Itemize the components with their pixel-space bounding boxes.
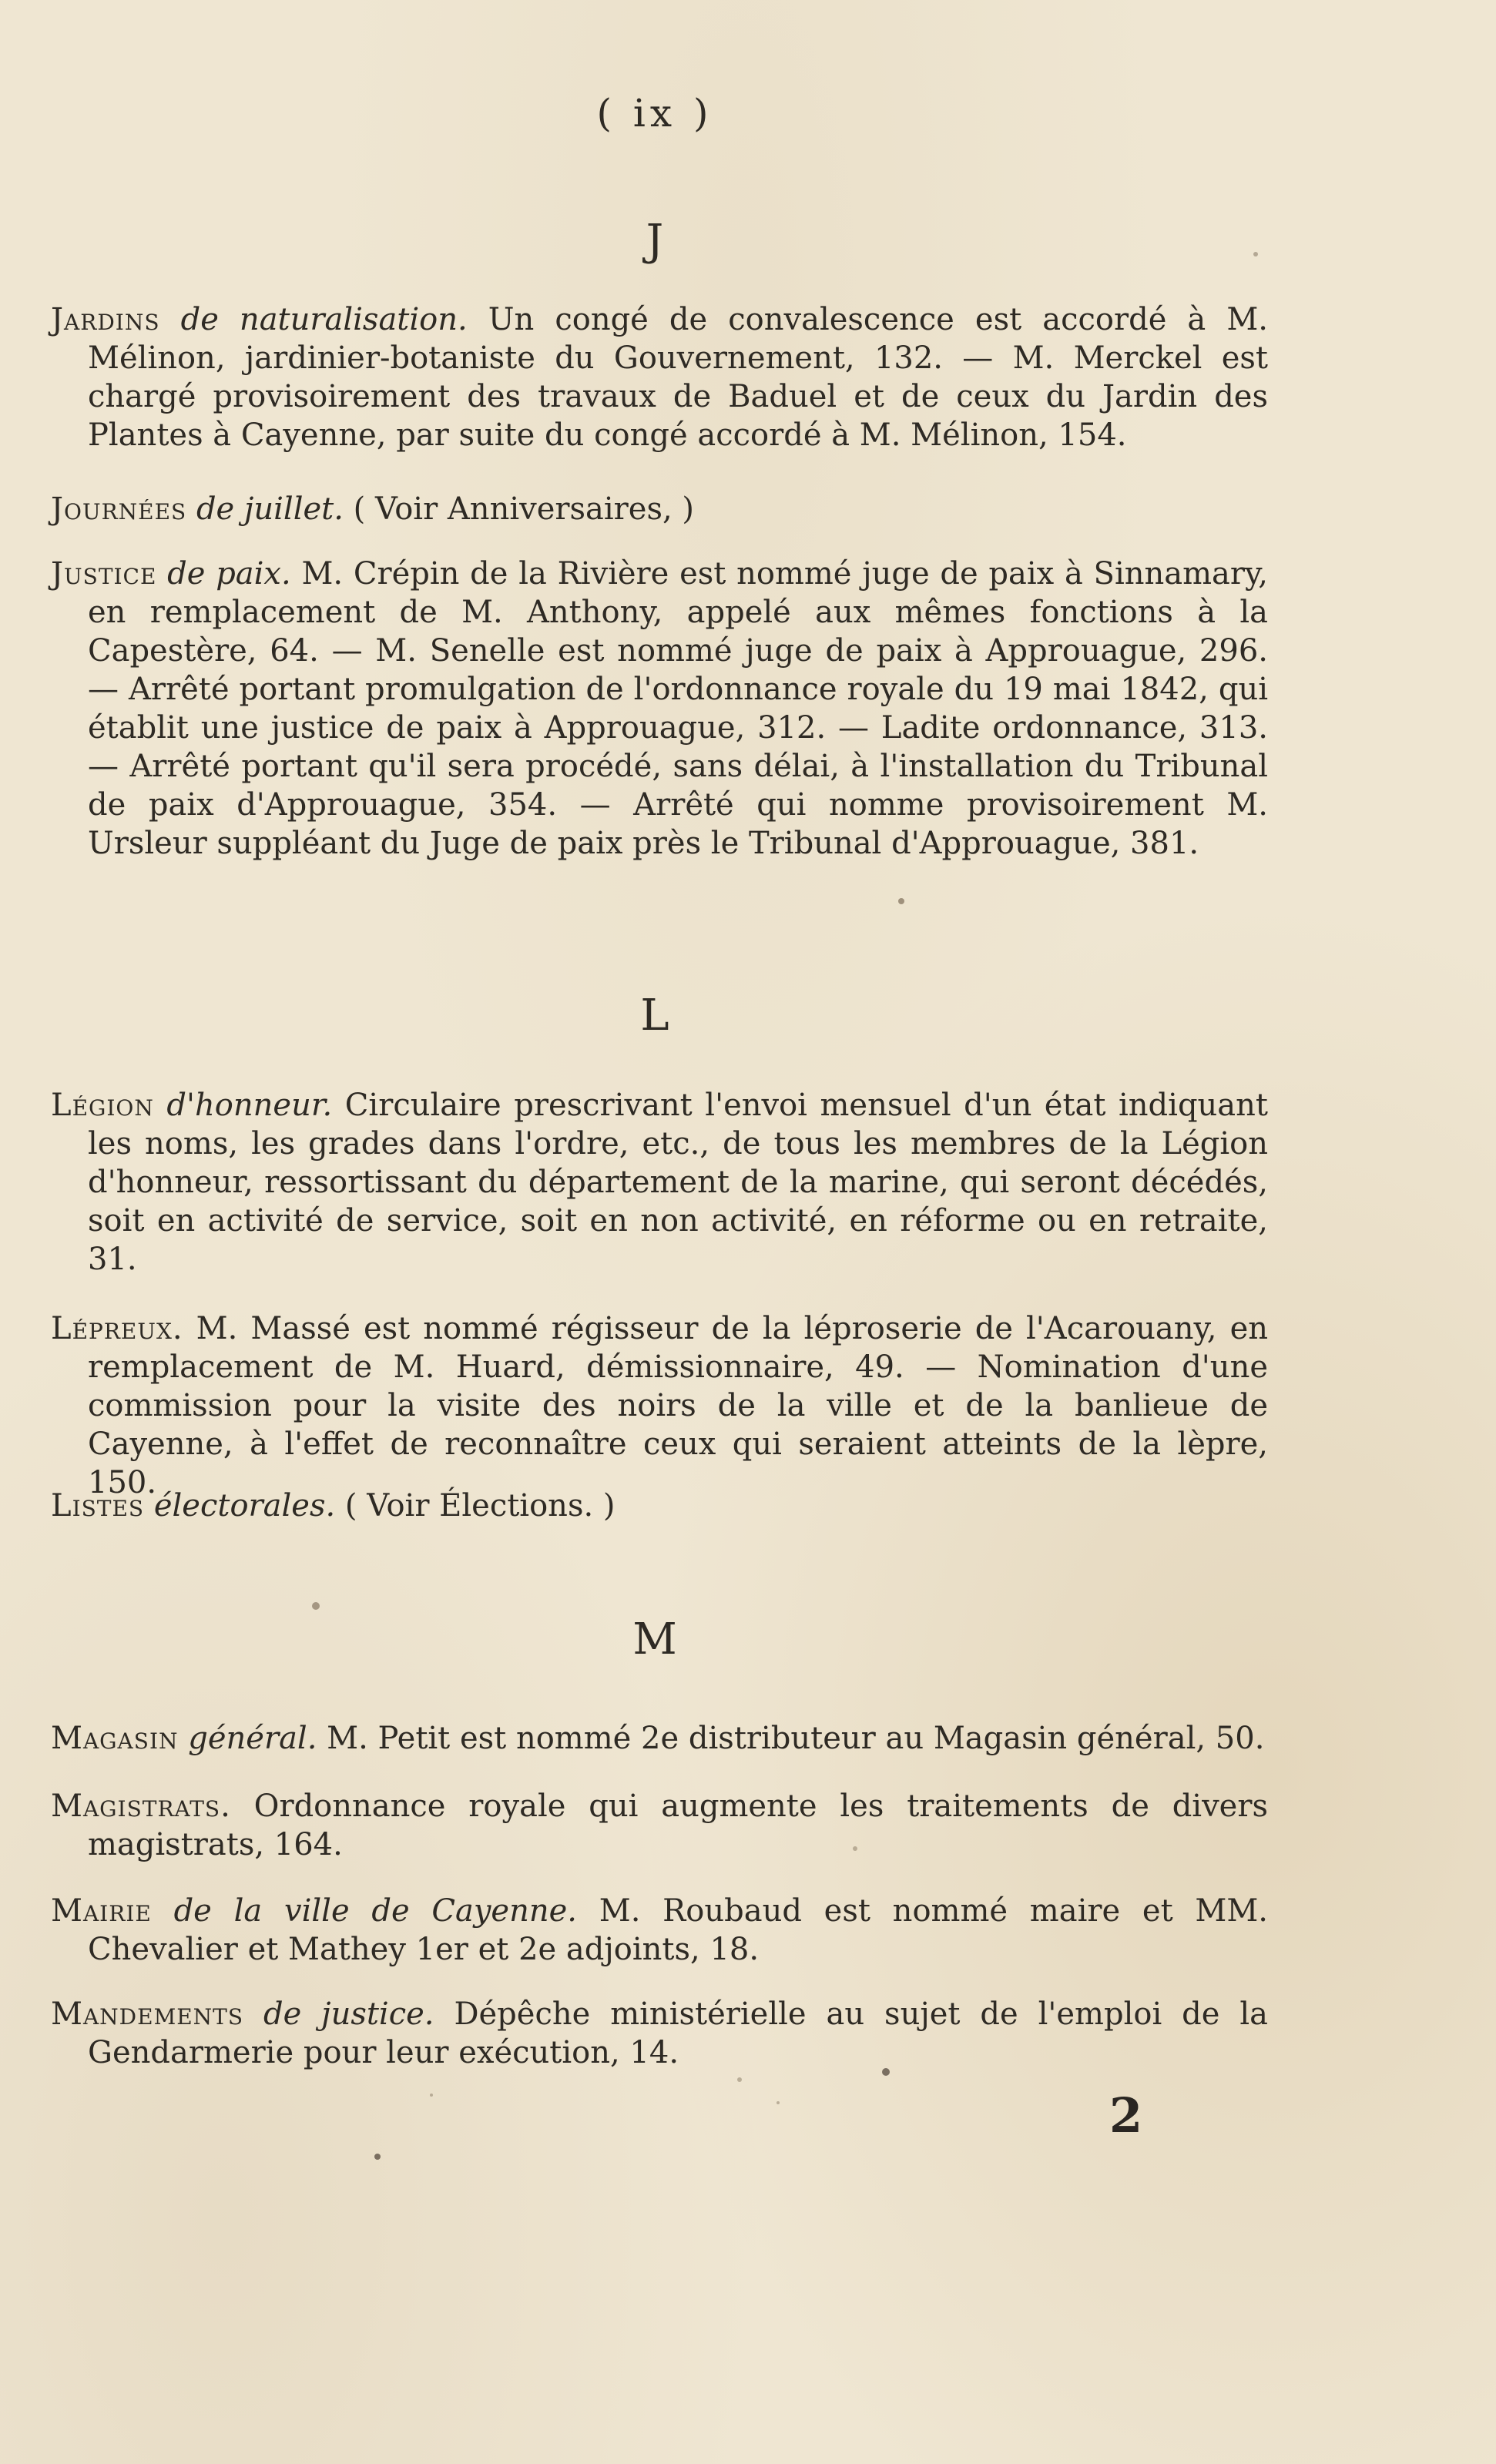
- entry-text: M. Roubaud est nommé maire et MM. Chevalier et Mathey 1er et 2e adjoints, 18.: [88, 1893, 1269, 1967]
- entry-qualifier: de paix.: [167, 556, 291, 592]
- entry-head: Jardins: [51, 302, 160, 337]
- entry-head: Magasin: [51, 1721, 179, 1756]
- entry-head: Légion: [51, 1088, 154, 1123]
- entry-text: ( Voir Élections. ): [344, 1488, 616, 1524]
- entry-qualifier: de juillet.: [196, 491, 344, 527]
- entry-head: Justice: [51, 556, 157, 592]
- entry-qualifier: d'honneur.: [166, 1088, 333, 1123]
- entry-head: Mandements: [51, 1996, 244, 2032]
- entry-qualifier: de la ville de Cayenne.: [173, 1893, 577, 1929]
- entry-text: Dépêche ministérielle au sujet de l'emploi de la Gendarmerie pour leur exécution, 14.: [88, 1996, 1268, 2070]
- entry-qualifier: de naturalisation.: [180, 302, 468, 337]
- entry-text: M. Petit est nommé 2e distributeur au Magasin général, 50.: [327, 1721, 1265, 1756]
- entry-text: M. Crépin de la Rivière est nommé juge de paix à Sinnamary, en remplacement de M. Anthony, appelé aux mêmes fonctions à la Capestère, 64. — M. Senelle est nommé juge de paix à Approuague, 296. — Arrêté portant promulgation de l'ordonnance royale du 19 mai 1842, qui établit une justice de paix à Approuague, 312. — Ladite ordonnance, 313. — Arrêté portant qu'il sera procédé, sans délai, à l'installation du Tribunal de paix d'Approuague, 354. — Arrêté qui nomme provisoirement M. Ursleur suppléant du Juge de paix près le Tribunal d'Approuague, 381.: [88, 556, 1269, 861]
- entry-text: Un congé de convalescence est accordé à M. Mélinon, jardinier-botaniste du Gouvernement, 132. — M. Merckel est chargé provisoirement des travaux de Baduel et de ceux du Jardin des Plantes à Cayenne, par suite du congé accordé à M. Mélinon, 154.: [88, 302, 1268, 453]
- entry-text: Ordonnance royale qui augmente les traitements de divers magistrats, 164.: [88, 1788, 1269, 1862]
- entry-head: Magistrats.: [51, 1788, 231, 1824]
- page-folio: ( ix ): [596, 91, 713, 136]
- entry-head: Lépreux.: [51, 1311, 183, 1346]
- entry-qualifier: général.: [188, 1721, 317, 1756]
- entry-head: Listes: [51, 1488, 145, 1524]
- section-letter-l: L: [640, 991, 669, 1041]
- entry-qualifier: de justice.: [263, 1996, 434, 2032]
- section-letter-m: M: [632, 1614, 677, 1664]
- entry-head: Mairie: [51, 1893, 152, 1929]
- signature-mark: 2: [1109, 2087, 1143, 2144]
- section-letter-j: J: [646, 216, 664, 266]
- entry-text: Circulaire prescrivant l'envoi mensuel d'un état indiquant les noms, les grades dans l'ordre, etc., de tous les membres de la Légion d'honneur, ressortissant du département de la marine, qui seront décédés, soit en activité de service, soit en non activité, en réforme ou en retraite, 31.: [88, 1088, 1268, 1277]
- entry-text: M. Massé est nommé régisseur de la léproserie de l'Acarouany, en remplacement de M. Huard, démissionnaire, 49. — Nomination d'une commission pour la visite des noirs de la ville et de la banlieue de Cayenne, à l'effet de reconnaître ceux qui seraient atteints de la lèpre, 150.: [88, 1311, 1268, 1500]
- entry-qualifier: électorales.: [153, 1488, 336, 1524]
- entry-head: Journées: [51, 491, 187, 527]
- entry-text: ( Voir Anniversaires, ): [353, 491, 695, 527]
